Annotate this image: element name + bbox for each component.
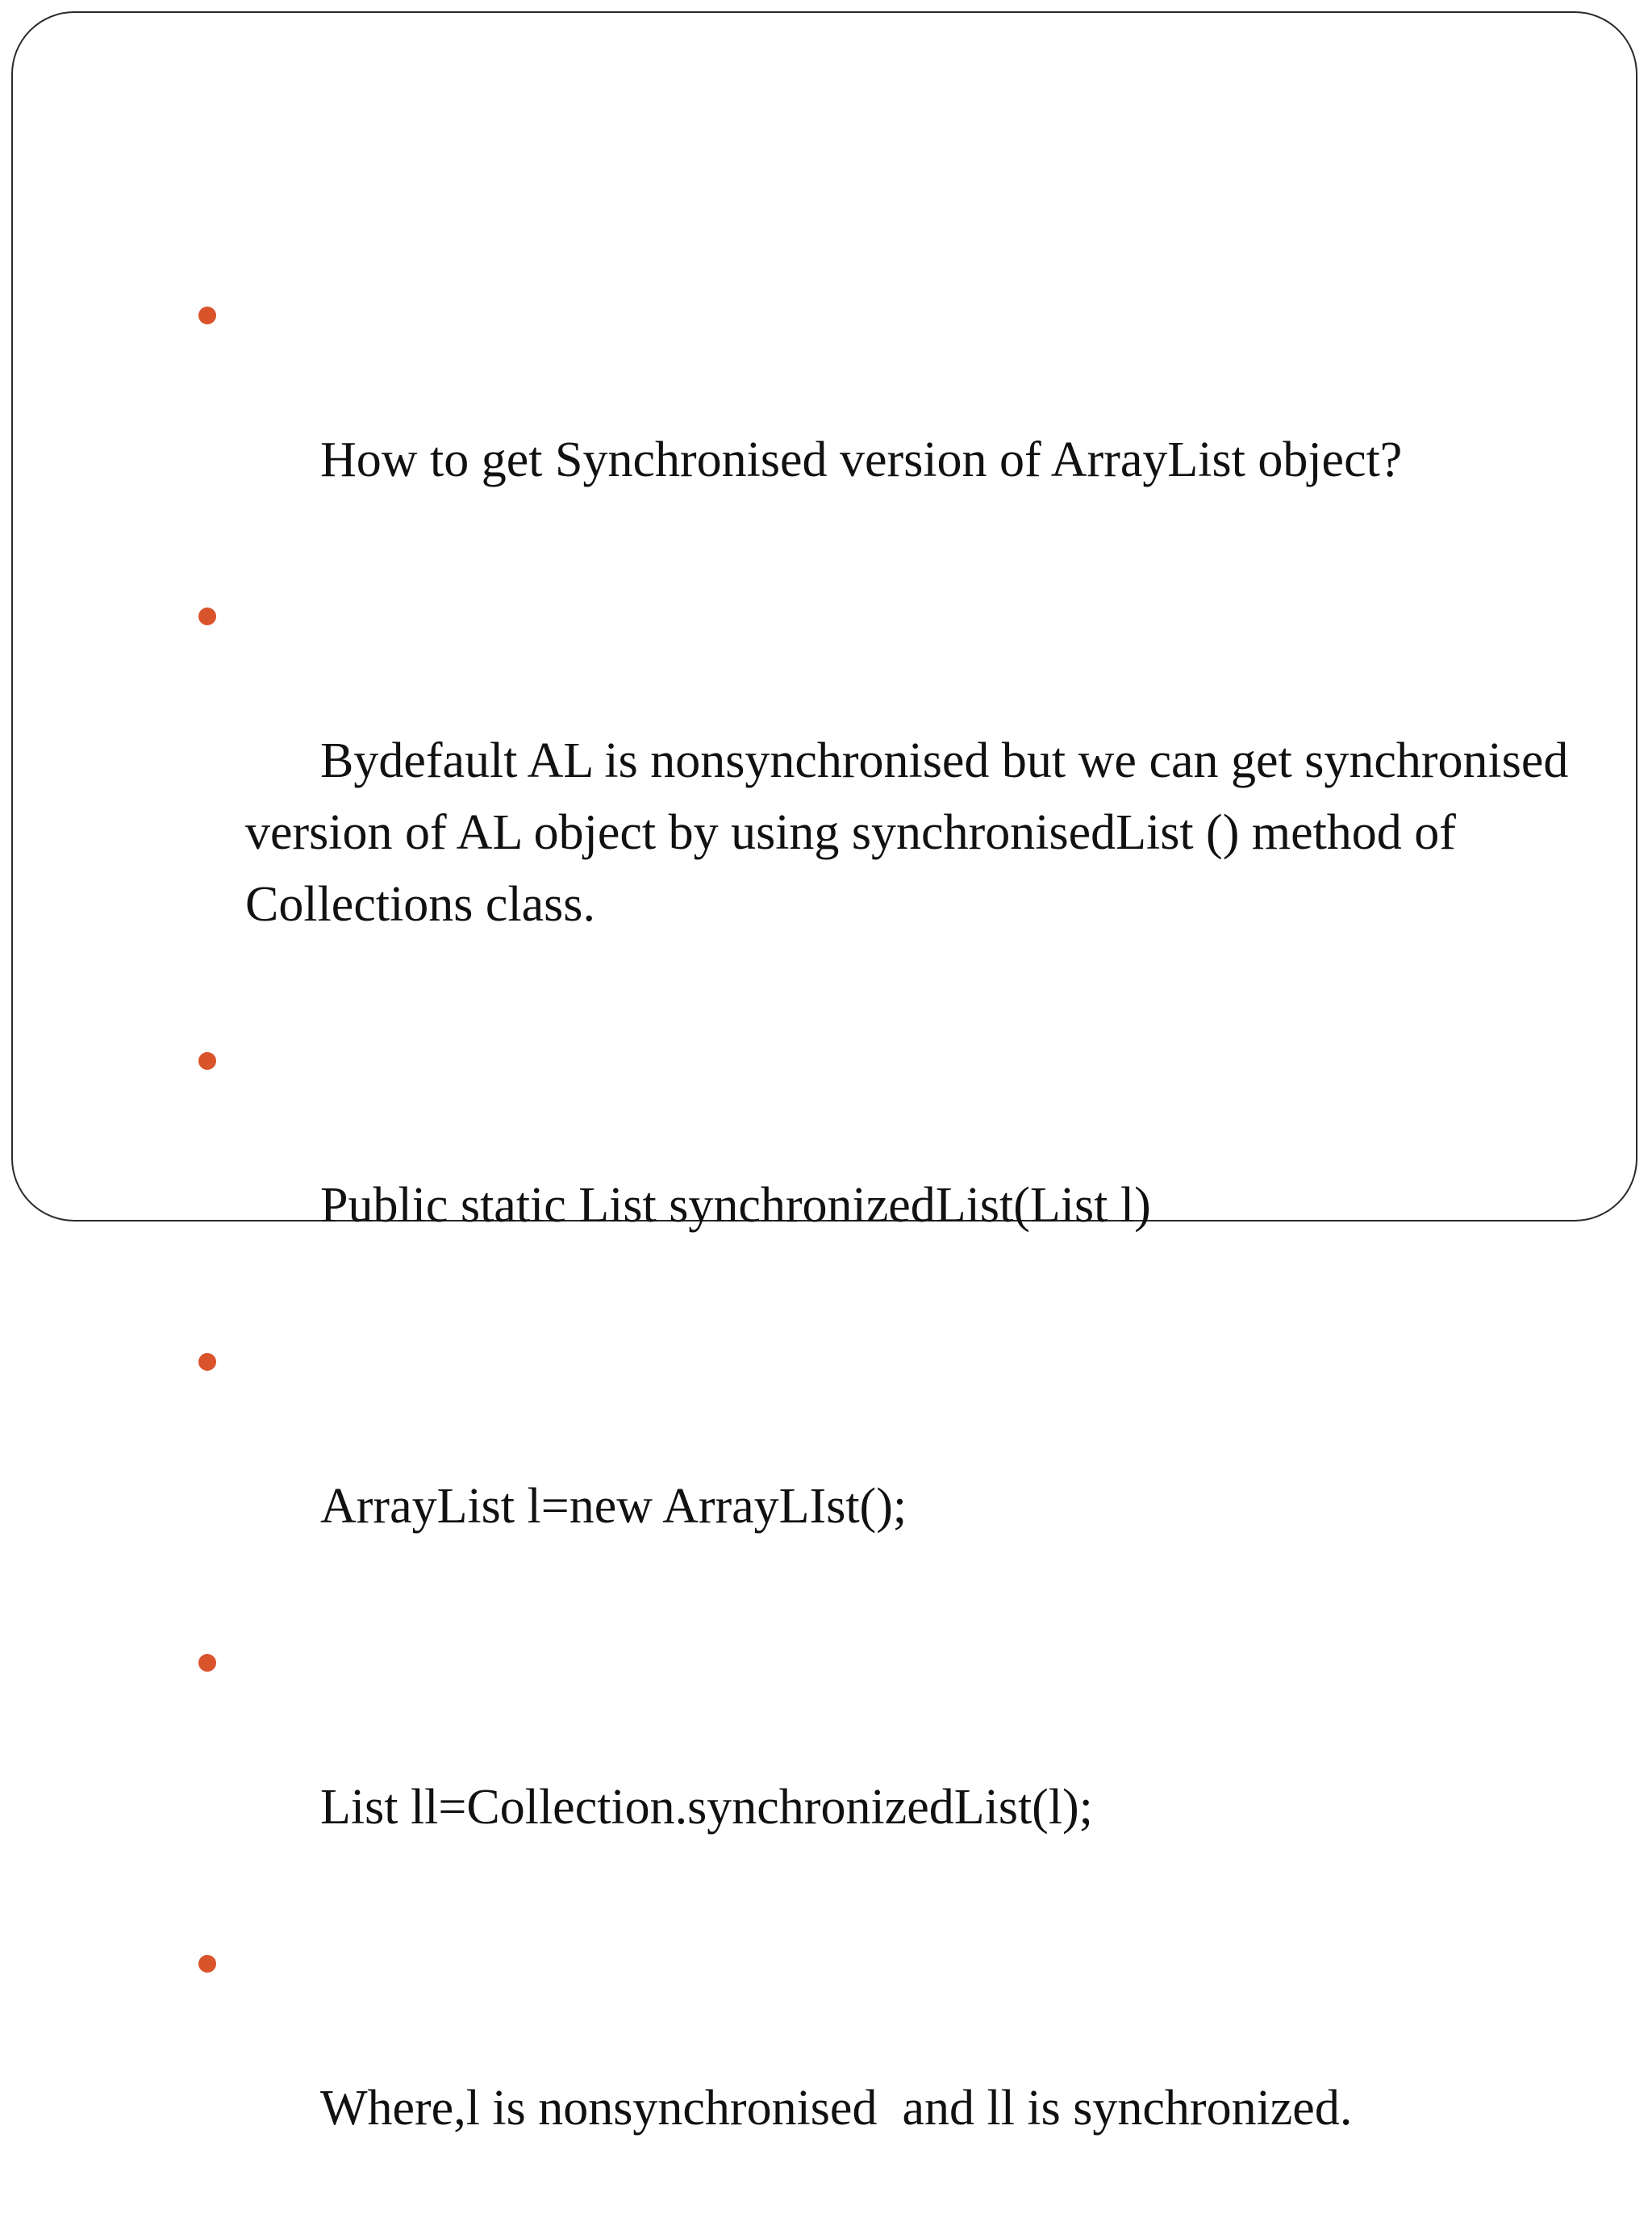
list-item <box>198 1026 1570 1313</box>
bullet-text: ArrayList l=new ArrayLIst(); <box>320 1479 907 1534</box>
list-item <box>198 1327 1570 1614</box>
bullet-icon <box>198 1052 216 1070</box>
bullet-text: Bydefault AL is nonsynchronised but we can get synchronised version of AL object by using synchronisedList () method of Collections class. <box>245 733 1581 932</box>
bullet-icon <box>198 1353 216 1371</box>
bullet-text: List ll=Collection.synchronizedList(l); <box>320 1780 1093 1835</box>
bullet-icon <box>198 1654 216 1672</box>
slide-frame <box>11 11 1637 2136</box>
list-item <box>198 281 1570 568</box>
bullet-list <box>198 281 1581 2230</box>
list-item <box>198 1929 1570 2216</box>
bullet-icon <box>198 307 216 324</box>
bullet-icon <box>198 608 216 625</box>
bullet-text: Public static List synchronizedList(List l) <box>320 1178 1151 1233</box>
list-item <box>198 1628 1570 1915</box>
list-item <box>198 582 1581 1013</box>
bullet-text: Where,l is nonsynchronised and ll is synchronized. <box>320 2081 1353 2136</box>
bullet-text: How to get Synchronised version of ArrayList object? <box>320 432 1403 487</box>
bullet-icon <box>198 1955 216 1973</box>
